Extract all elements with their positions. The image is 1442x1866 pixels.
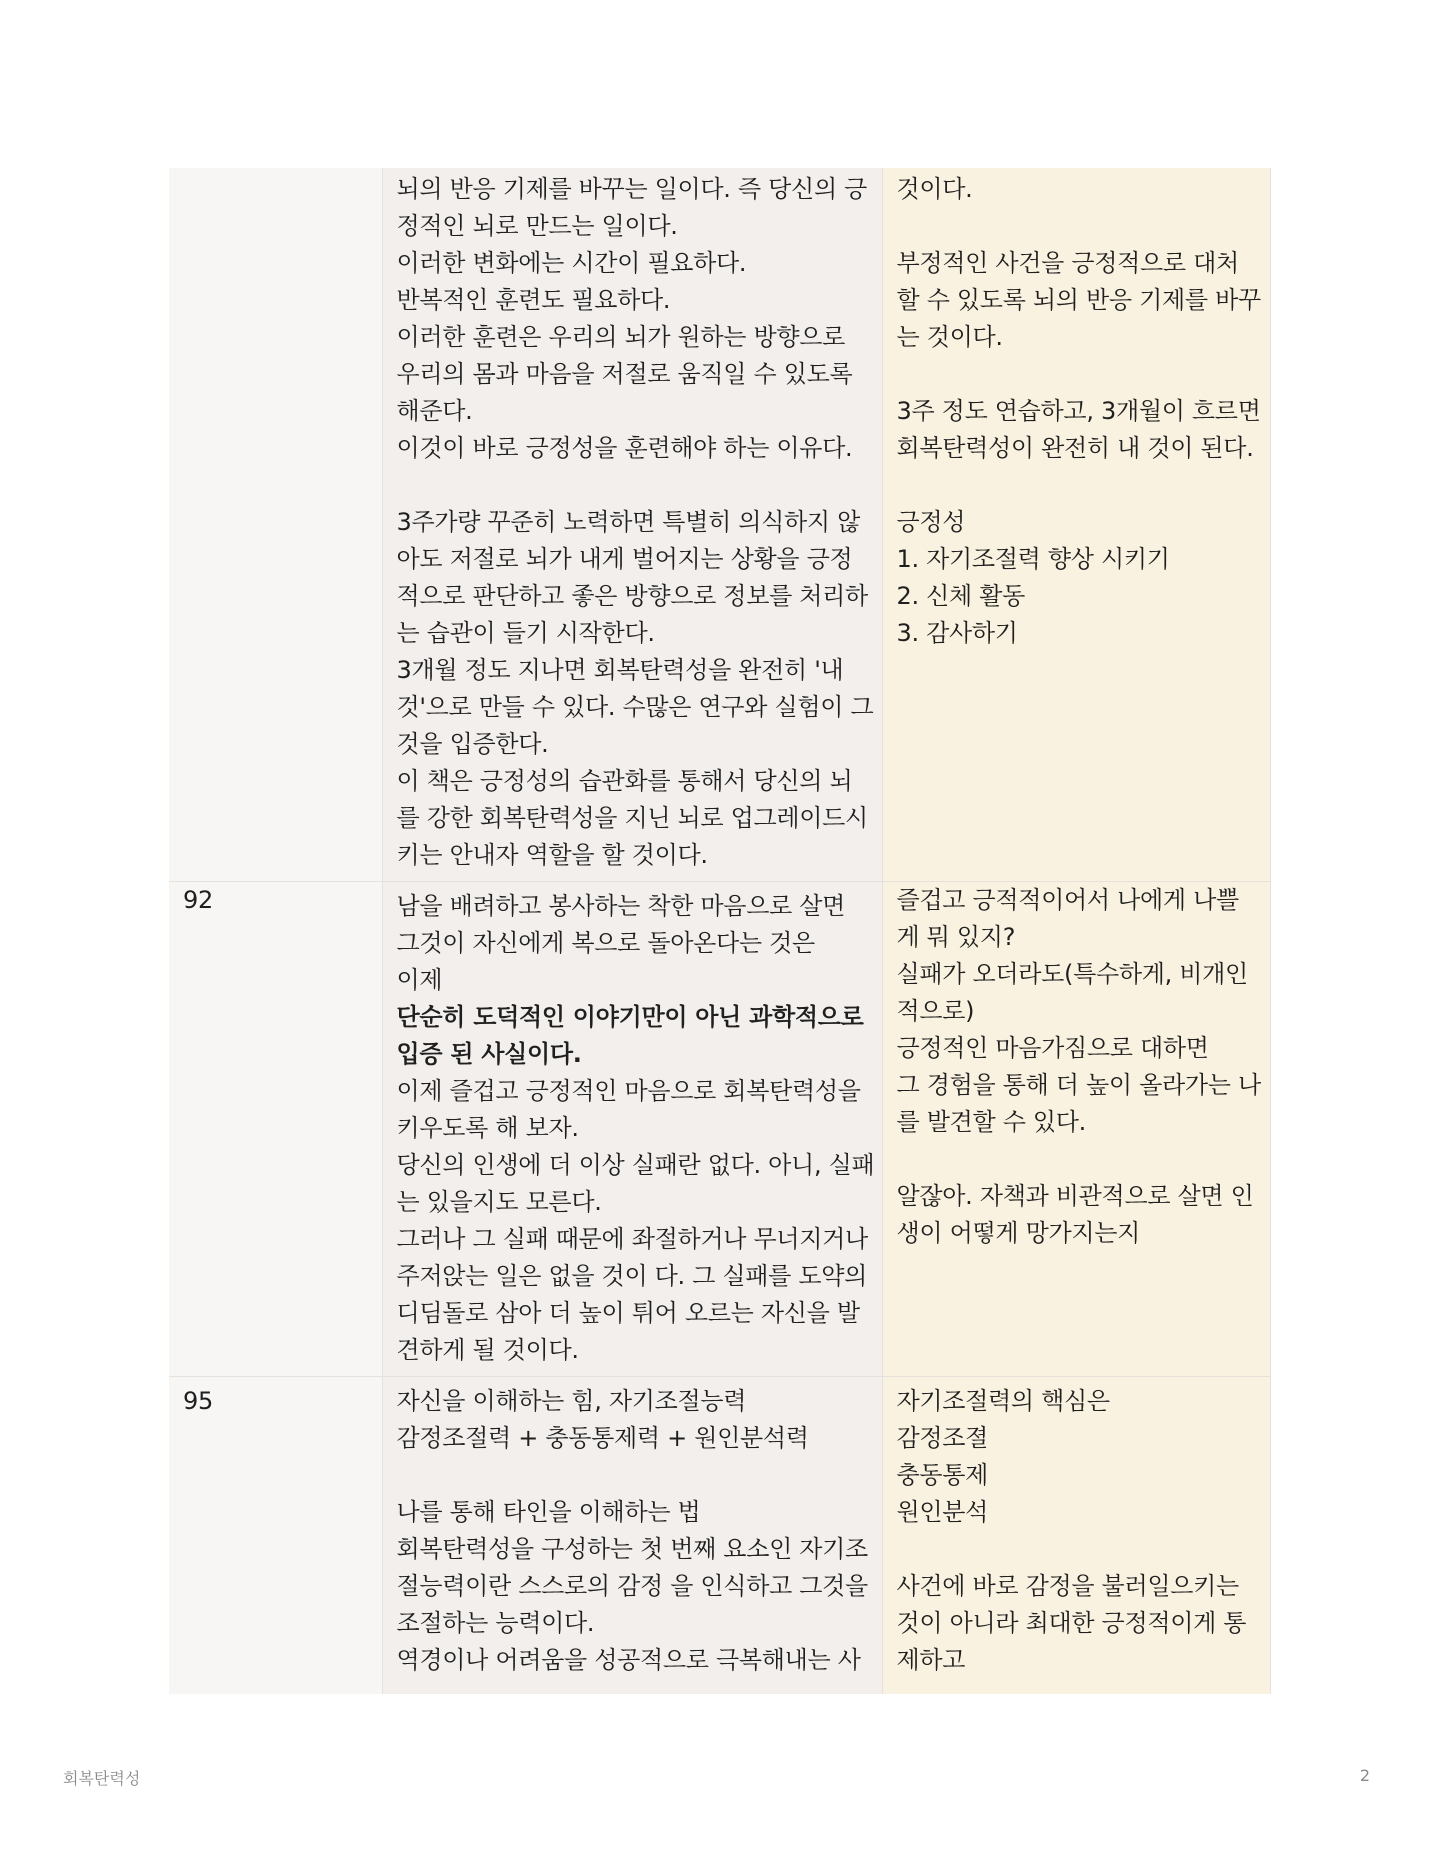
- memo-cell: [882, 1377, 1270, 1695]
- quote-line: 아도 저절로 뇌가 내게 벌어지는 상황을 긍정: [396, 545, 853, 573]
- quote-line: 이제 즐겁고 긍정적인 마음으로 회복탄력성을: [396, 1077, 861, 1105]
- table-row: [169, 1377, 1270, 1695]
- memo-line: 회복탄력성이 완전히 내 것이 된다.: [896, 434, 1254, 462]
- memo-line: [897, 356, 1256, 393]
- quote-line: 이것이 바로 긍정성을 훈련해야 하는 이유다.: [396, 434, 853, 462]
- quote-line: 주저앉는 일은 없을 것이 다. 그 실패를 도약의: [396, 1262, 868, 1290]
- page-number-cell: [169, 882, 382, 1377]
- memo-line: 감정조졀: [896, 1424, 989, 1452]
- memo-line: [897, 1141, 1256, 1178]
- memo-line: 즐겁고 긍적적이어서 나에게 나쁠: [896, 886, 1239, 914]
- memo-line: 알잖아. 자책과 비관적으로 살면 인: [896, 1182, 1254, 1210]
- memo-line: 3. 감사하기: [896, 619, 1018, 647]
- quote-line: 는 습관이 들기 시작한다.: [396, 619, 655, 647]
- quote-line: 정적인 뇌로 만드는 일이다.: [396, 212, 678, 240]
- memo-line: 를 발견할 수 있다.: [896, 1108, 1087, 1136]
- memo-line: 1. 자기조절력 향상 시키기: [896, 545, 1170, 573]
- quote-line: 역경이나 어려움을 성공적으로 극복해내는 사: [396, 1646, 861, 1674]
- quote-line: [397, 467, 868, 504]
- memo-line: 적으로): [896, 997, 975, 1025]
- quote-line: 이러한 변화에는 시간이 필요하다.: [396, 249, 747, 277]
- quote-line: 그것이 자신에게 복으로 돌아온다는 것은: [396, 929, 815, 957]
- memo-cell: [882, 882, 1270, 1377]
- memo-line: 게 뭐 있지?: [896, 923, 1016, 951]
- memo-line: 그 경험을 통해 더 높이 올라가는 나: [896, 1071, 1261, 1099]
- memo-line: 긍정적인 마음가짐으로 대하면: [896, 1034, 1209, 1062]
- quote-line: 것'으로 만들 수 있다. 수많은 연구와 실험이 그: [396, 693, 874, 721]
- quote-line: 것을 입증한다.: [396, 730, 549, 758]
- quote-line: 반복적인 훈련도 필요하다.: [396, 286, 671, 314]
- quote-cell: [382, 168, 882, 882]
- memo-line: 는 것이다.: [896, 323, 1003, 351]
- quote-line: 나를 통해 타인을 이해하는 법: [396, 1498, 701, 1526]
- table-row: [169, 168, 1270, 882]
- memo-line: 긍정성: [896, 508, 966, 536]
- memo-line: [897, 208, 1256, 245]
- quote-line-emphasis: 입증 된 사실이다.: [396, 1040, 582, 1068]
- quote-line: 키는 안내자 역할을 할 것이다.: [396, 841, 708, 869]
- memo-line: [897, 1531, 1256, 1568]
- memo-line: 자기조절력의 핵심은: [896, 1387, 1110, 1415]
- quote-line: [397, 1457, 868, 1494]
- quote-line: 3주가량 꾸준히 노력하면 특별히 의식하지 않: [396, 508, 861, 536]
- memo-line: 것이 아니라 최대한 긍정적이게 통: [896, 1609, 1247, 1637]
- quote-cell: [382, 1377, 882, 1695]
- table-row: [169, 882, 1270, 1377]
- memo-line: 제하고: [896, 1646, 966, 1674]
- quote-line: 적으로 판단하고 좋은 방향으로 정보를 처리하: [396, 582, 868, 610]
- reading-notes-table: [169, 168, 1271, 1694]
- quote-line: 이제: [396, 966, 443, 994]
- quote-line: 당신의 인생에 더 이상 실패란 없다. 아니, 실패: [396, 1151, 875, 1179]
- quote-line: 조절하는 능력이다.: [396, 1609, 595, 1637]
- quote-line: 디딤돌로 삼아 더 높이 튀어 오르는 자신을 발: [396, 1299, 860, 1327]
- memo-cell: [882, 168, 1270, 882]
- page-number-cell: [169, 168, 382, 882]
- quote-line: 자신을 이해하는 힘, 자기조절능력: [396, 1387, 747, 1415]
- quote-line: 는 있을지도 모른다.: [396, 1188, 602, 1216]
- quote-line: 그러나 그 실패 때문에 좌절하거나 무너지거나: [396, 1225, 868, 1253]
- memo-line: [897, 467, 1256, 504]
- memo-line: 2. 신체 활동: [896, 582, 1025, 610]
- memo-line: 할 수 있도록 뇌의 반응 기제를 바꾸: [896, 286, 1261, 314]
- quote-line: 뇌의 반응 기제를 바꾸는 일이다. 즉 당신의 긍: [396, 175, 868, 203]
- memo-line: 충동통제: [896, 1461, 989, 1489]
- quote-line: 이러한 훈련은 우리의 뇌가 원하는 방향으로: [396, 323, 846, 351]
- memo-line: 것이다.: [896, 175, 973, 203]
- memo-line: 원인분석: [896, 1498, 989, 1526]
- quote-line: 남을 배려하고 봉사하는 착한 마음으로 살면: [396, 892, 846, 920]
- memo-line: 부정적인 사건을 긍정적으로 대처: [896, 249, 1239, 277]
- quote-line: 우리의 몸과 마음을 저절로 움직일 수 있도록: [396, 360, 853, 388]
- quote-line-emphasis: 단순히 도덕적인 이야기만이 아닌 과학적으로: [396, 1003, 864, 1031]
- memo-line: 3주 정도 연습하고, 3개월이 흐르면: [896, 397, 1261, 425]
- quote-line: 견하게 될 것이다.: [396, 1336, 579, 1364]
- quote-cell: [382, 882, 882, 1377]
- quote-line: 이 책은 긍정성의 습관화를 통해서 당신의 뇌: [396, 767, 853, 795]
- quote-line: 절능력이란 스스로의 감정 을 인식하고 그것을: [396, 1572, 868, 1600]
- quote-line: 회복탄력성을 구성하는 첫 번째 요소인 자기조: [396, 1535, 868, 1563]
- quote-line: 감정조절력 + 충동통제력 + 원인분석력: [396, 1424, 809, 1452]
- quote-line: 를 강한 회복탄력성을 지닌 뇌로 업그레이드시: [396, 804, 868, 832]
- footer-document-title: 회복탄력성: [63, 1769, 141, 1788]
- quote-line: 키우도록 해 보자.: [396, 1114, 579, 1142]
- page-number: 92: [183, 886, 213, 914]
- footer-page-number: 2: [1359, 1766, 1370, 1785]
- memo-line: 사건에 바로 감정을 불러일으키는: [896, 1572, 1239, 1600]
- memo-line: 실패가 오더라도(특수하게, 비개인: [896, 960, 1248, 988]
- page-number-cell: [169, 1377, 382, 1695]
- quote-line: 해준다.: [396, 397, 473, 425]
- memo-line: 생이 어떻게 망가지는지: [896, 1219, 1140, 1247]
- quote-line: 3개월 정도 지나면 회복탄력성을 완전히 '내: [396, 656, 844, 684]
- page-number: 95: [183, 1387, 213, 1415]
